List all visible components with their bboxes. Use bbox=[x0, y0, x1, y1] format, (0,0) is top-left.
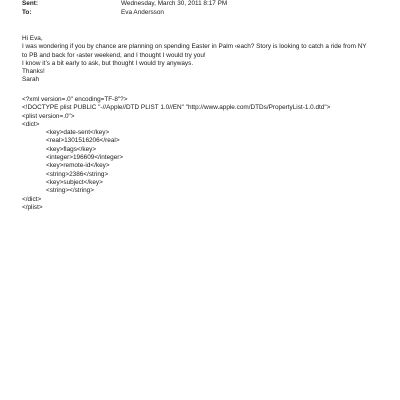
plist-open-tag: <plist version=.0"> bbox=[22, 112, 75, 120]
plist-close-tag: </plist> bbox=[22, 203, 43, 211]
message-line: Sarah bbox=[22, 76, 40, 84]
dict-entry: <key>subject</key> bbox=[46, 178, 103, 186]
message-line: I know it’s a bit early to ask, but thought I would try anyways. bbox=[22, 59, 194, 67]
plist-xml bbox=[22, 96, 392, 212]
sent-label: Sent: bbox=[22, 0, 38, 7]
to-label: To: bbox=[22, 9, 32, 16]
message-line: I was wondering if you by chance are planning on spending Easter in Palm ‹each? Story is looking to catch a ride from NY bbox=[22, 43, 367, 51]
dict-open-tag: <dict> bbox=[22, 120, 40, 128]
greeting: Hi Eva, bbox=[22, 35, 43, 42]
xml-doctype: <!DOCTYPE plist PUBLIC "-//Apple//DTD PLIST 1.0//EN" "http://www.apple.com/DTDs/PropertyList-1.0.dtd"> bbox=[22, 104, 331, 112]
xml-declaration: <?xml version=.0" encoding=TF-8"?> bbox=[22, 96, 128, 103]
dict-entry: <key>flags</key> bbox=[46, 145, 97, 153]
message-body bbox=[22, 35, 392, 85]
to-value: Eva Andersson bbox=[121, 9, 164, 16]
dict-entry: <key>remote-id</key> bbox=[46, 162, 110, 170]
dict-entry: <integer>196609</integer> bbox=[46, 154, 124, 162]
sent-value: Wednesday, March 30, 2011 8:17 PM bbox=[121, 0, 228, 7]
dict-close-tag: </dict> bbox=[22, 195, 42, 203]
dict-entry: <real>1301516206</real> bbox=[46, 137, 120, 145]
dict-entry: <key>date-sent</key> bbox=[46, 129, 110, 137]
message-line: Thanks! bbox=[22, 68, 45, 76]
message-line: to PB and back for ‹aster weekend, and I thought I would try you! bbox=[22, 51, 206, 59]
dict-entry: <string>2386</string> bbox=[46, 170, 109, 178]
dict-entry: <string></string> bbox=[46, 187, 94, 195]
